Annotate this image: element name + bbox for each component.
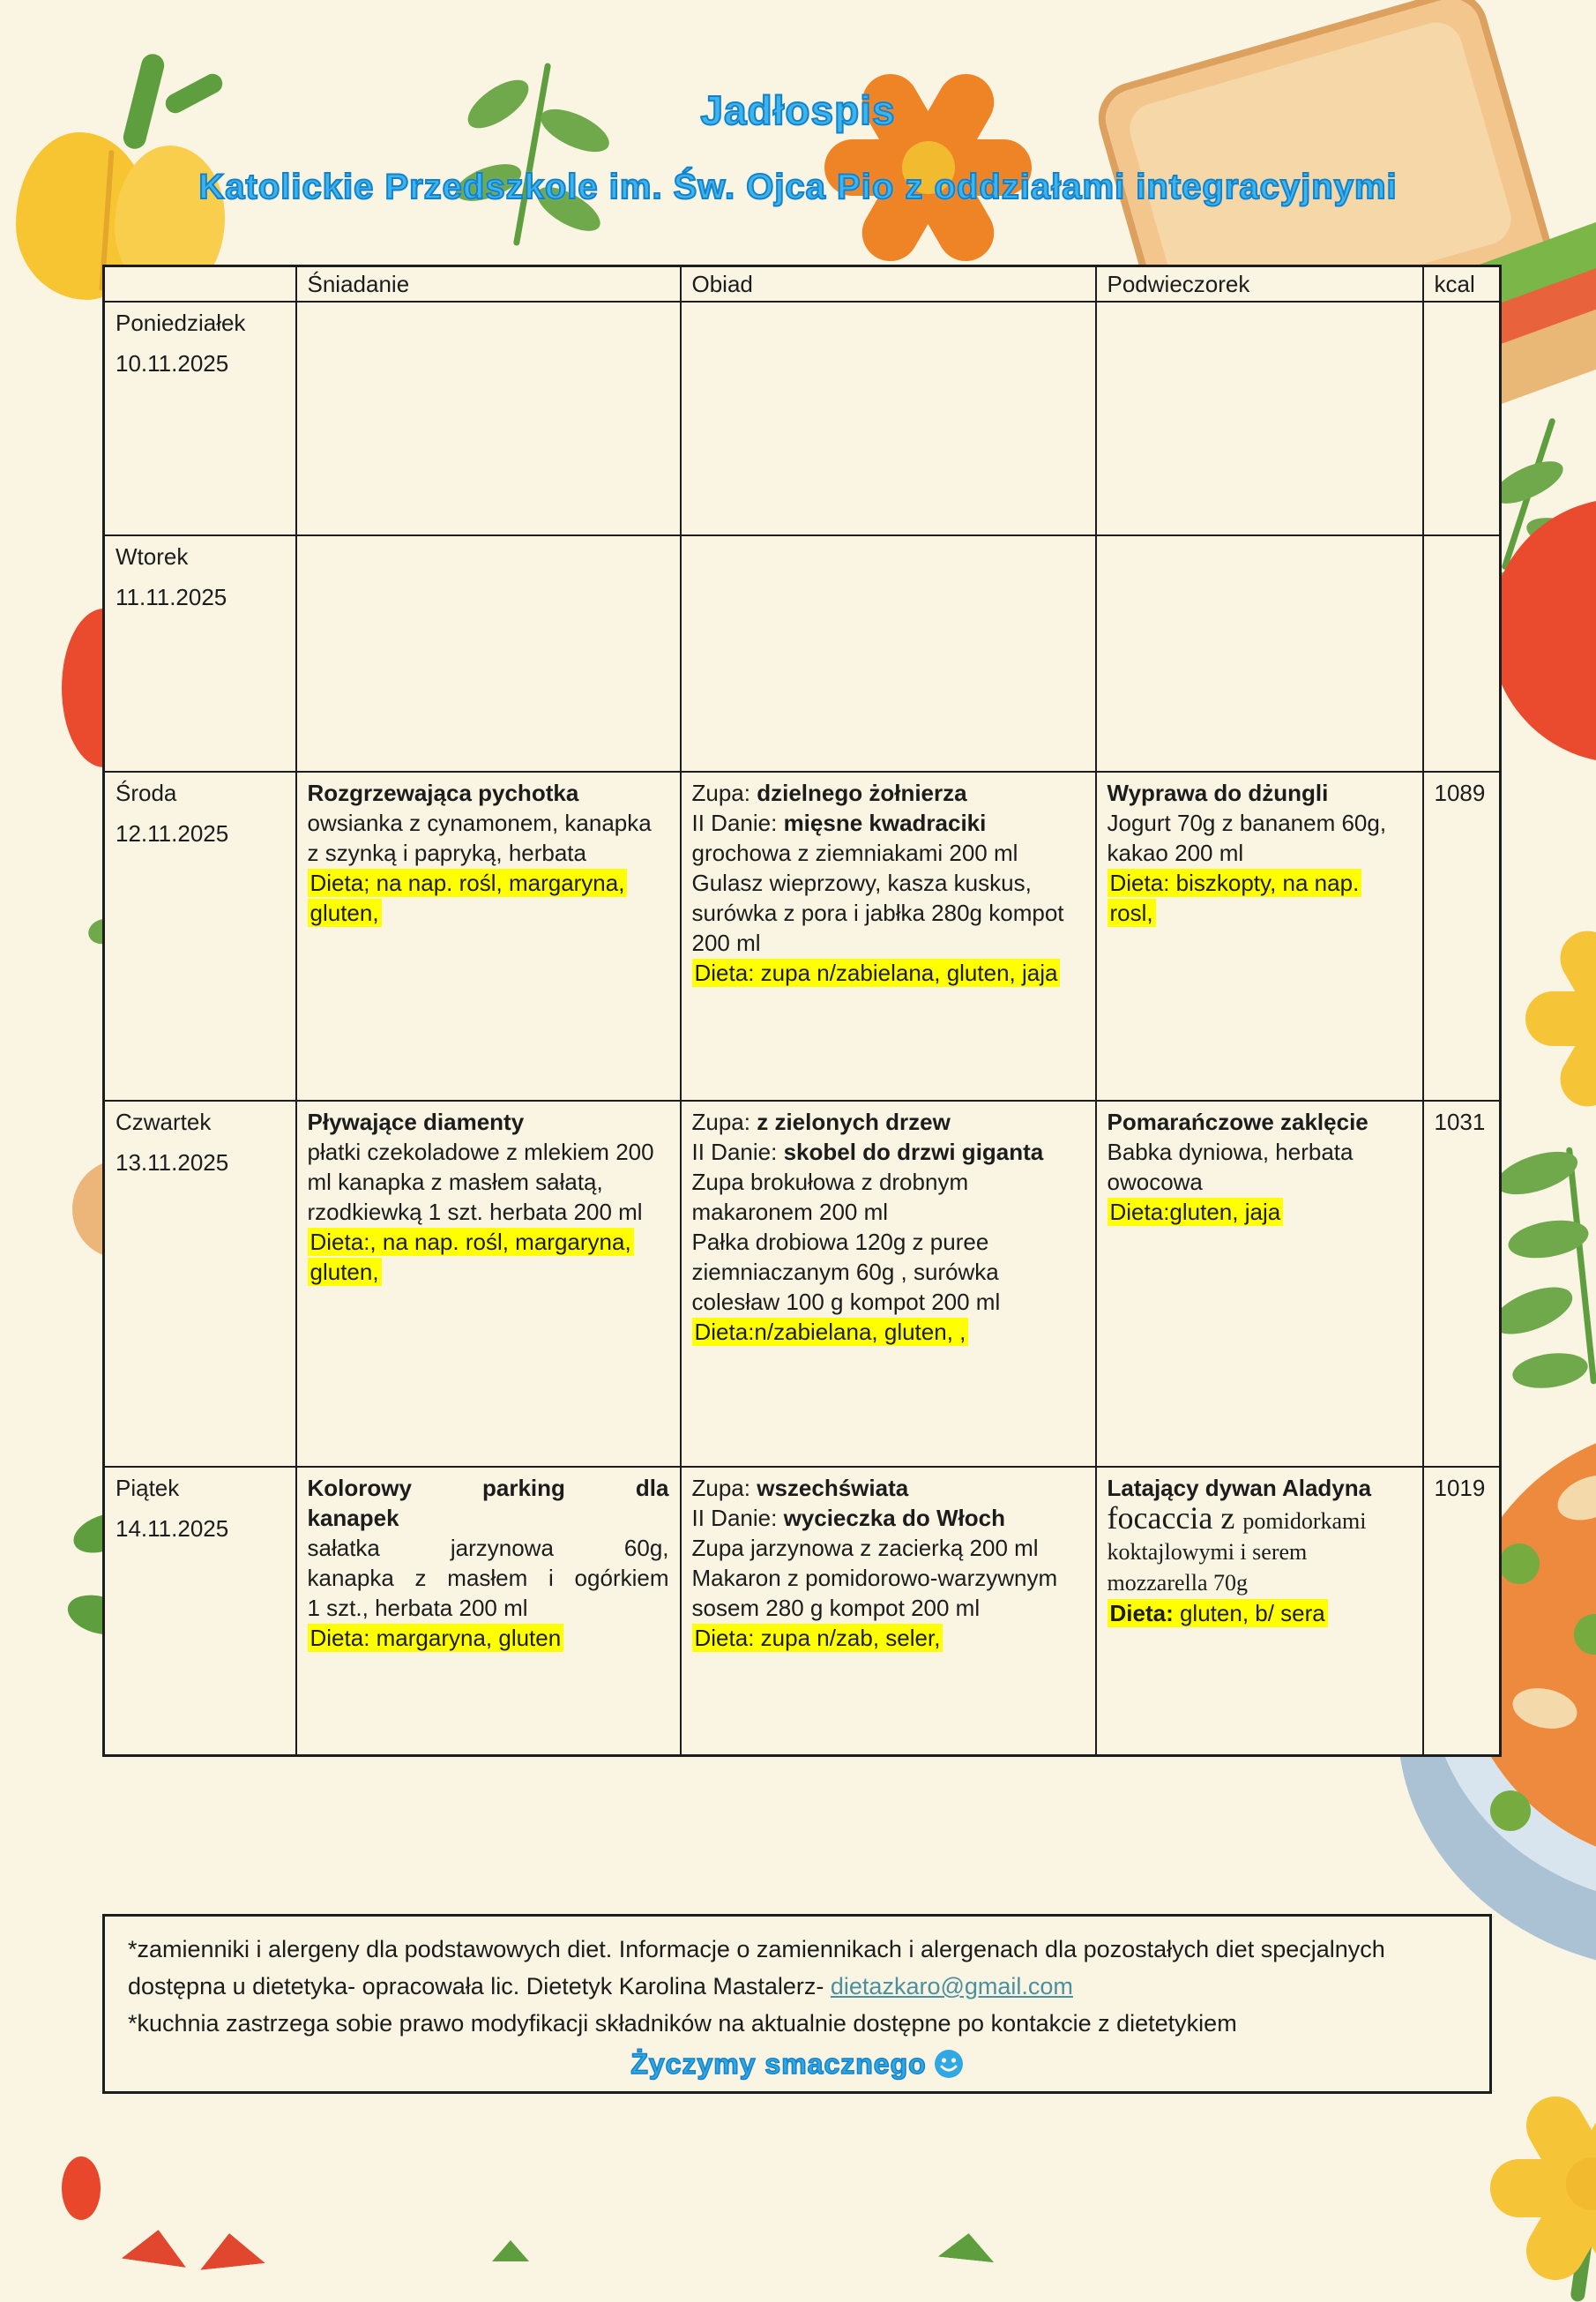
table-row-monday (104, 302, 1501, 535)
meal-body: focaccia z pomidorkami koktajlowymi i serem mozzarella 70g (1107, 1500, 1367, 1596)
page-subtitle: Katolickie Przedszkole im. Św. Ojca Pio z oddziałami integracyjnymi (198, 168, 1398, 206)
meal-title: Zupa: dzielnego żołnierza II Danie: mięsne kwadraciki (691, 780, 987, 836)
tuesday-kcal-cell (1423, 535, 1501, 772)
table-row-thursday (104, 1101, 1501, 1467)
footer-note-box (102, 1914, 1492, 2094)
day-date: 14.11.2025 (116, 1515, 229, 1542)
smiley-icon (934, 2049, 964, 2079)
page-title: Jadłospis (700, 87, 896, 133)
monday-obiad-cell (681, 302, 1096, 535)
meal-body: Zupa brokułowa z drobnym makaronem 200 ml (691, 1169, 969, 1225)
friday-obiad-cell (681, 1467, 1096, 1755)
meal-title: Zupa: wszechświata II Danie: wycieczka do Włoch (691, 1475, 1005, 1531)
monday-kcal-cell (1423, 302, 1501, 535)
tuesday-podwieczorek-cell (1096, 535, 1423, 772)
thursday-kcal-cell: 1031 (1423, 1101, 1501, 1467)
diet-note: Dieta: biszkopty, na nap. rosl, (1108, 868, 1412, 928)
footer-note-1: *zamienniki i alergeny dla podstawowych diet. Informacje o zamiennikach i alergenach dla pozostałych diet specjalnych dostępna u dietetyka- opracowała lic. Dietetyk Karolina Mastalerz- dietazkaro@gmail.com (128, 1936, 1385, 1999)
day-name: Czwartek (116, 1109, 212, 1135)
bottom-red-shape-1 (122, 2225, 191, 2268)
thursday-podwieczorek-cell (1096, 1101, 1423, 1467)
day-date: 10.11.2025 (116, 350, 229, 377)
yellow-flower-right-illustration (1525, 917, 1596, 1120)
table-row-wednesday (104, 772, 1501, 1101)
meal-body: Pałka drobiowa 120g z puree ziemniaczanym 60g , surówka colesław 100 g kompot 200 ml (691, 1229, 1001, 1315)
meal-title: Latający dywan Aladyna (1107, 1475, 1372, 1501)
meal-title: Wyprawa do dżungli (1107, 780, 1329, 806)
diet-note: Dieta: zupa n/zabielana, gluten, jaja (692, 958, 1085, 988)
day-name: Piątek (116, 1475, 180, 1501)
day-cell-monday (104, 302, 296, 535)
green-branch-right-illustration (1486, 1138, 1596, 1402)
header-podwieczorek: Podwieczorek (1096, 266, 1423, 303)
monday-sniadanie-cell (296, 302, 681, 535)
meal-body: grochowa z ziemniakami 200 ml (691, 840, 1018, 866)
friday-podwieczorek-cell (1096, 1467, 1423, 1755)
meal-title: Rozgrzewająca pychotka (307, 780, 579, 806)
dietitian-email-link[interactable]: dietazkaro@gmail.com (830, 1973, 1073, 1999)
diet-note: Dieta: margaryna, gluten (308, 1623, 669, 1653)
meal-body: sałatka jarzynowa 60g, kanapka z masłem i ogórkiem 1 szt., herbata 200 ml (307, 1535, 669, 1621)
day-name: Środa (116, 780, 177, 806)
bottom-red-shape-2 (197, 2230, 265, 2270)
diet-note: Dieta:, na nap. rośl, margaryna, gluten, (308, 1227, 669, 1287)
diet-note: Dieta:gluten, jaja (1108, 1197, 1412, 1227)
day-cell-wednesday (104, 772, 296, 1101)
diet-note: Dieta:n/zabielana, gluten, , (692, 1317, 1085, 1347)
header-obiad: Obiad (681, 266, 1096, 303)
meal-title: Kolorowy parking dla kanapek (307, 1475, 669, 1531)
wednesday-kcal-cell: 1089 (1423, 772, 1501, 1101)
friday-kcal-cell: 1019 (1423, 1467, 1501, 1755)
meal-body: Gulasz wieprzowy, kasza kuskus, surówka z pora i jabłka 280g kompot 200 ml (691, 870, 1064, 956)
table-row-tuesday (104, 535, 1501, 772)
monday-podwieczorek-cell (1096, 302, 1423, 535)
yellow-flower-bottom-illustration (1490, 2082, 1596, 2293)
day-cell-thursday (104, 1101, 296, 1467)
day-date: 13.11.2025 (116, 1149, 229, 1176)
day-name: Wtorek (116, 543, 189, 570)
diet-note: Dieta: gluten, b/ sera (1108, 1598, 1412, 1628)
meal-body: Makaron z pomidorowo-warzywnym sosem 280 g kompot 200 ml (691, 1565, 1058, 1621)
day-cell-tuesday (104, 535, 296, 772)
day-cell-friday (104, 1467, 296, 1755)
menu-table (102, 265, 1502, 1757)
header-sniadanie: Śniadanie (296, 266, 681, 303)
meal-body: płatki czekoladowe z mlekiem 200 ml kanapka z masłem sałatą, rzodkiewką 1 szt. herbata 200 ml (307, 1139, 654, 1225)
wednesday-obiad-cell (681, 772, 1096, 1101)
left-edge-red-sliver-bottom (62, 2156, 101, 2220)
day-name: Poniedziałek (116, 310, 246, 336)
friday-sniadanie-cell (296, 1467, 681, 1755)
wednesday-podwieczorek-cell (1096, 772, 1423, 1101)
wednesday-sniadanie-cell (296, 772, 681, 1101)
diet-note: Dieta: zupa n/zab, seler, (692, 1623, 1085, 1653)
footer-note-2: *kuchnia zastrzega sobie prawo modyfikacji składników na aktualnie dostępne po kontakcie z dietetykiem (128, 2010, 1237, 2037)
meal-body: owsianka z cynamonem, kanapka z szynką i papryką, herbata (307, 810, 652, 866)
meal-title: Zupa: z zielonych drzew II Danie: skobel do drzwi giganta (691, 1109, 1044, 1165)
bottom-green-shape-1 (492, 2240, 529, 2261)
header-kcal: kcal (1423, 266, 1501, 303)
day-date: 12.11.2025 (116, 820, 229, 847)
table-row-friday (104, 1467, 1501, 1755)
tomato-illustration (1490, 415, 1596, 908)
header-day (104, 266, 296, 303)
tuesday-sniadanie-cell (296, 535, 681, 772)
thursday-obiad-cell (681, 1101, 1096, 1467)
meal-title: Pomarańczowe zaklęcie (1107, 1109, 1369, 1135)
thursday-sniadanie-cell (296, 1101, 681, 1467)
day-date: 11.11.2025 (116, 584, 227, 610)
diet-note: Dieta; na nap. rośl, margaryna, gluten, (308, 868, 669, 928)
meal-body: Jogurt 70g z bananem 60g, kakao 200 ml (1107, 810, 1387, 866)
footer-closing: Życzymy smacznego (128, 2045, 1466, 2082)
table-header-row (104, 266, 1501, 303)
meal-body: Zupa jarzynowa z zacierką 200 ml (691, 1535, 1039, 1561)
meal-body: Babka dyniowa, herbata owocowa (1107, 1139, 1354, 1195)
meal-title: Pływające diamenty (307, 1109, 525, 1135)
tuesday-obiad-cell (681, 535, 1096, 772)
